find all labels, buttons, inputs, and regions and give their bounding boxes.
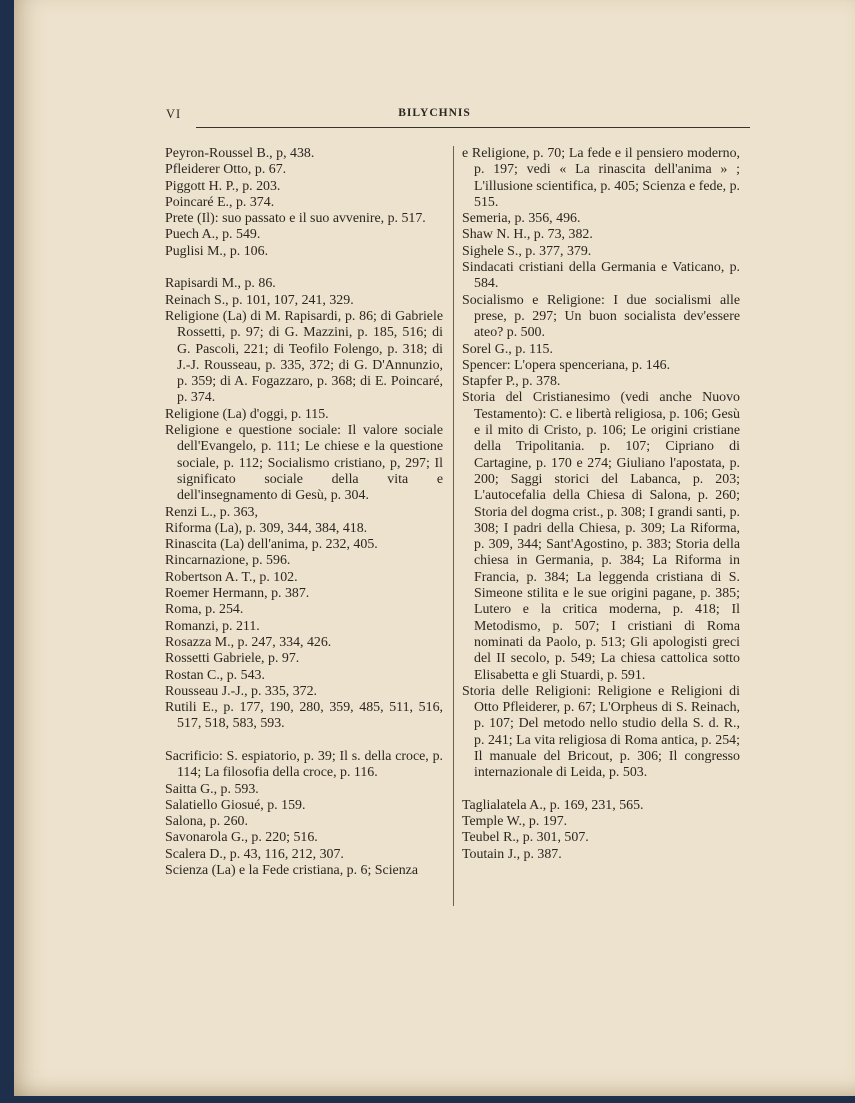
- index-entry: Sorel G., p. 115.: [462, 341, 553, 357]
- index-entry: Saitta G., p. 593.: [165, 781, 259, 797]
- index-entry: Rapisardi M., p. 86.: [165, 276, 276, 292]
- section-gap: [462, 782, 740, 798]
- index-entry: Storia delle Religioni: Religione e Religioni di Otto Pfleiderer, p. 67; L'Orpheus di S. Reinach, p. 107; Del metodo nello studio della S. d. R., p. 241; La vita religiosa di Roma antica, p. 254; Il manuale del Bricout, p. 306; Il congresso internazionale di Leida, p. 503.: [462, 683, 740, 781]
- index-entry: Spencer: L'opera spenceriana, p. 146.: [462, 357, 671, 373]
- index-entry: Renzi L., p. 363,: [165, 504, 258, 520]
- index-entry: Rincarnazione, p. 596.: [165, 553, 291, 569]
- index-entry: Rutili E., p. 177, 190, 280, 359, 485, 511, 516, 517, 518, 583, 593.: [165, 700, 443, 732]
- index-entry: Teubel R., p. 301, 507.: [462, 830, 589, 846]
- index-entry: Socialismo e Religione: I due socialismi alle prese, p. 297; Un buon socialista dev'essere ateo? p. 500.: [462, 292, 740, 341]
- index-entry: Robertson A. T., p. 102.: [165, 569, 298, 585]
- index-entry: Storia del Cristianesimo (vedi anche Nuovo Testamento): C. e libertà religiosa, p. 106; Gesù e il mito di Cristo, p. 106; Le origini cristiane della Tripolitania. p. 107; Cipriano di Cartagine, p. 170 e 274; Giuliano l'apostata, p. 200; Saggi storici del Labanca, p. 203; L'autocefalia della Chiesa di Salona, p. 260; Storia del dogma crist., p. 308; I grandi santi, p. 308; I padri della Chiesa, p. 309; La Riforma, p. 309, 344; Sant'Agostino, p. 383; Storia della chiesa in Germania, p. 384; La Riforma in Francia, p. 384; La leggenda cristiana di S. Simeone stilita e le sue origini pagane, p. 385; Lutero e la critica moderna, p. 418; Il Metodismo, p. 507; I cristiani di Roma nominati da Paolo, p. 513; Gli apologisti greci del II secolo, p. 549; La chiesa cattolica sotto Elisabetta e gli Stuardi, p. 591.: [462, 390, 740, 683]
- section-gap: [165, 260, 443, 276]
- index-entry: Poincaré E., p. 374.: [165, 194, 275, 210]
- index-entry: Puglisi M., p. 106.: [165, 243, 269, 259]
- index-entry: Peyron-Roussel B., p, 438.: [165, 146, 315, 161]
- index-entry: Religione (La) di M. Rapisardi, p. 86; di Gabriele Rossetti, p. 97; di G. Mazzini, p. 185, 516; di G. Pascoli, 221; di Teofilo Folengo, p. 318; di J.-J. Rousseau, p. 335, 372; di G. D'Annunzio, p. 359; di A. Fogazzaro, p. 368; di E. Poincaré, p. 374.: [165, 308, 443, 406]
- index-entry: Religione e questione sociale: Il valore sociale dell'Evangelo, p. 111; Le chiese e la questione sociale, p. 112; Socialismo cristiano, p, 297; Il significato sociale della vita e dell'insegnamento di Gesù, p. 304.: [165, 423, 443, 504]
- right-index-column: [462, 146, 740, 863]
- index-entry: Roma, p. 254.: [165, 602, 244, 618]
- index-entry: Pfleiderer Otto, p. 67.: [165, 162, 287, 178]
- index-entry: Religione (La) d'oggi, p. 115.: [165, 406, 329, 422]
- index-entry: Rosazza M., p. 247, 334, 426.: [165, 634, 332, 650]
- index-entry: Sacrificio: S. espiatorio, p. 39; Il s. della croce, p. 114; La filosofia della croce, p. 116.: [165, 748, 443, 781]
- index-entry: Sindacati cristiani della Germania e Vaticano, p. 584.: [462, 260, 740, 292]
- index-entry: Riforma (La), p. 309, 344, 384, 418.: [165, 520, 368, 536]
- index-entry: Shaw N. H., p. 73, 382.: [462, 227, 593, 243]
- index-entry: Prete (Il): suo passato e il suo avvenire, p. 517.: [165, 211, 426, 227]
- index-entry: Rousseau J.-J., p. 335, 372.: [165, 683, 318, 699]
- index-entry: Toutain J., p. 387.: [462, 846, 562, 862]
- index-entry: Roemer Hermann, p. 387.: [165, 586, 310, 602]
- header-rule: [196, 127, 750, 128]
- index-entry: Scienza (La) e la Fede cristiana, p. 6; Scienza: [165, 863, 419, 879]
- index-entry: Taglialatela A., p. 169, 231, 565.: [462, 797, 644, 813]
- index-entry: Rostan C., p. 543.: [165, 667, 265, 683]
- index-entry: Savonarola G., p. 220; 516.: [165, 830, 318, 846]
- index-entry: Scalera D., p. 43, 116, 212, 307.: [165, 846, 344, 862]
- left-index-column: [165, 146, 443, 879]
- index-entry: Sighele S., p. 377, 379.: [462, 243, 592, 259]
- index-entry: Semeria, p. 356, 496.: [462, 211, 581, 227]
- index-entry: Piggott H. P., p. 203.: [165, 178, 281, 194]
- index-entry: Rossetti Gabriele, p. 97.: [165, 651, 300, 667]
- index-entry: Romanzi, p. 211.: [165, 618, 260, 634]
- index-page: [14, 0, 855, 1096]
- section-gap: [165, 733, 443, 749]
- index-entry: e Religione, p. 70; La fede e il pensiero moderno, p. 197; vedi « La rinascita dell'anima » ; L'illusione scientifica, p. 405; Scienza e fede, p. 515.: [462, 146, 740, 210]
- index-entry: Salatiello Giosué, p. 159.: [165, 797, 306, 813]
- index-entry: Stapfer P., p. 378.: [462, 374, 561, 390]
- index-entry: Salona, p. 260.: [165, 814, 248, 830]
- page-number: VI: [166, 107, 182, 121]
- index-entry: Temple W., p. 197.: [462, 814, 568, 830]
- index-entry: Reinach S., p. 101, 107, 241, 329.: [165, 292, 354, 308]
- index-entry: Puech A., p. 549.: [165, 227, 261, 243]
- index-entry: Rinascita (La) dell'anima, p. 232, 405.: [165, 537, 378, 553]
- column-divider: [453, 146, 454, 906]
- running-title: BILYCHNIS: [398, 107, 471, 119]
